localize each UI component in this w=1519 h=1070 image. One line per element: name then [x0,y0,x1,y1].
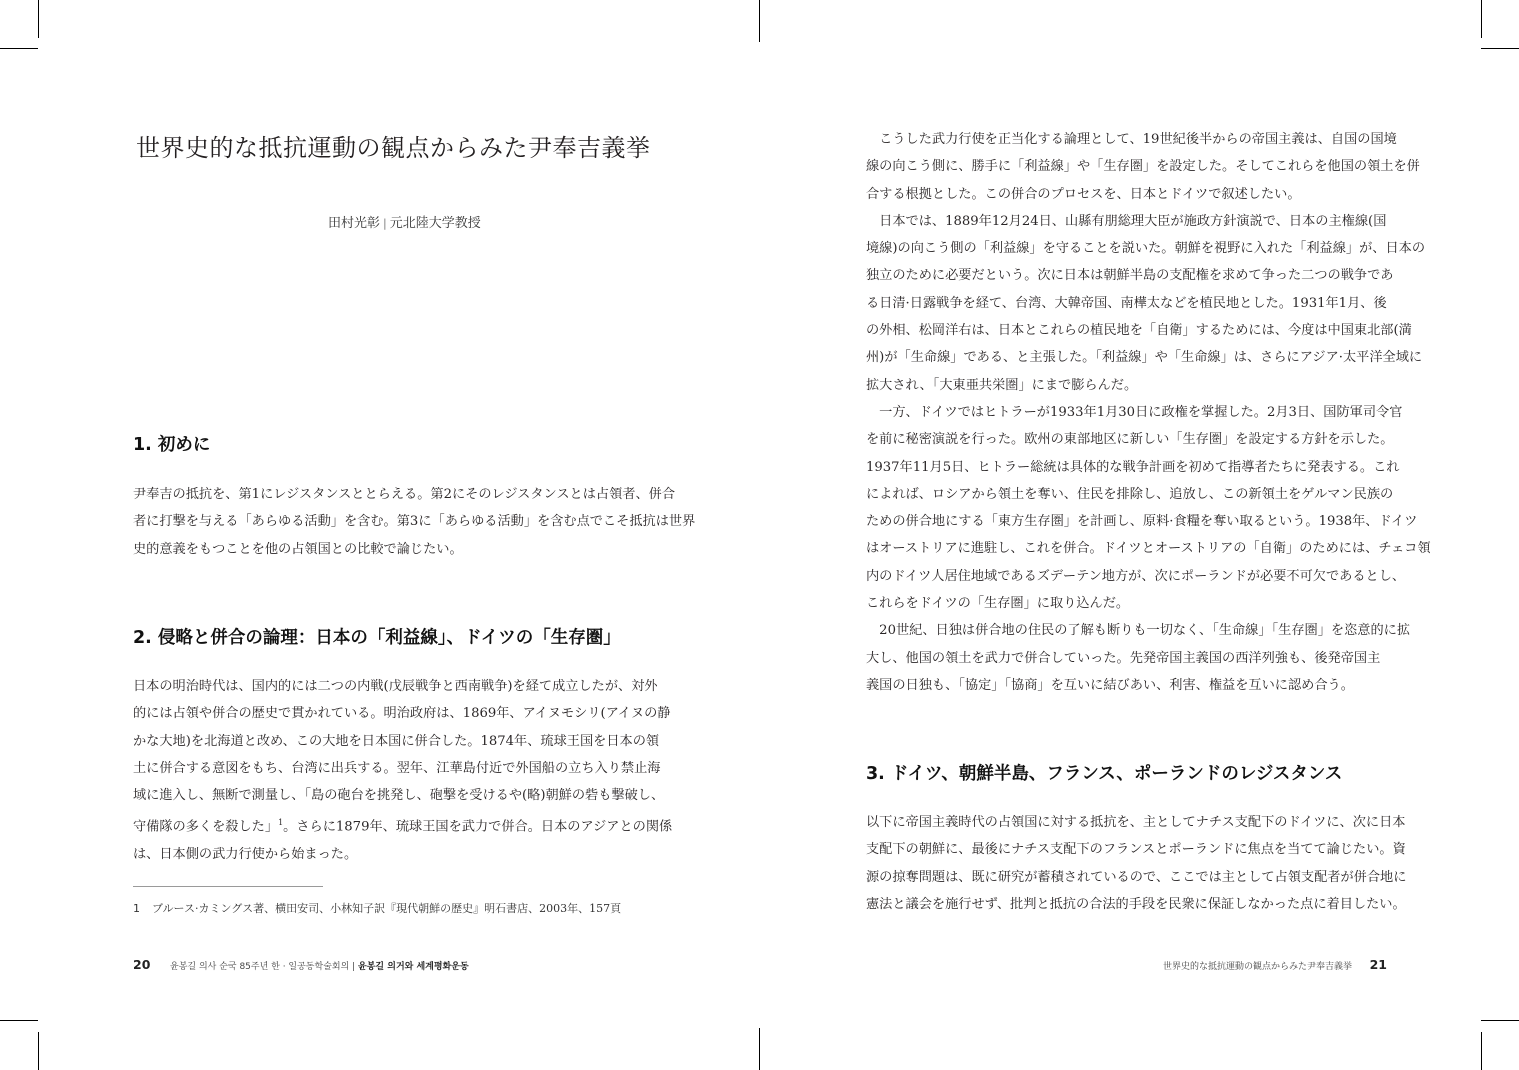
author-separator: | [383,217,387,230]
text-line [133,809,673,841]
author-line [328,212,481,231]
text-line: 者に打撃を与える「あらゆる活動」を含む。第3に「あらゆる活動」を含む点でこそ抵抗は世界 [133,514,696,530]
right-body [866,126,1431,699]
footnote-ref[interactable]: 1 [278,818,284,828]
text-line: の外相、松岡洋右は、日本とこれらの植民地を「自衛」するためには、今度は中国東北部(満 [866,323,1412,339]
text-line: る日清·日露戦争を経て、台湾、大韓帝国、南樺太などを植民地とした。1931年1月、後 [866,295,1387,311]
text-fragment: 守備隊の多くを殺した」 [133,819,279,835]
article-title: 世界史的な抵抗運動の観点からみた尹奉吉義挙 [136,134,651,162]
page-number-left: 20 [133,957,151,972]
page-number-right: 21 [1369,957,1387,972]
footnote-number: 1 [133,902,140,915]
running-head-right: 世界史的な抵抗運動の観点からみた尹奉吉義挙 [1162,962,1352,972]
running-head-bold: 윤봉길 의거와 세계평화운동 [358,962,469,972]
running-head-text: 윤봉길 의사 순국 85주년 한 · 일공동학술회의 | [170,962,356,972]
text-line: 日本の明治時代は、国内的には二つの内戦(戊辰戦争と西南戦争)を経て成立したが、対外 [133,679,658,694]
text-line: 1937年11月5日、ヒトラー総統は具体的な戦争計画を初めて指導者たちに発表する。これ [866,459,1400,475]
text-line: は、日本側の武力行使から始まった。 [133,847,358,863]
text-line: 合する根拠とした。この併合のプロセスを、日本とドイツで叙述したい。 [866,186,1301,202]
text-line: によれば、ロシアから領土を奪い、住民を排除し、追放し、この新領土をゲルマン民族の [866,486,1394,502]
text-line: これらをドイツの「生存圏」に取り込んだ。 [866,596,1130,612]
footnote-divider [133,886,323,887]
text-line: 独立のために必要だという。次に日本は朝鮮半島の支配権を求めて争った二つの戦争であ [866,268,1394,284]
text-line: 尹奉吉の抵抗を、第1にレジスタンスととらえる。第2にそのレジスタンスとは占領者、併合 [133,487,676,502]
text-line: 域に進入し、無断で測量し、「島の砲台を挑発し、砲撃を受けるや(略)朝鮮の砦も撃破し、 [133,788,665,804]
text-line: 境線)の向こう側の「利益線」を守ることを説いた。朝鮮を視野に入れた「利益線」が、日本の [866,241,1426,257]
text-line: ための併合地にする「東方生存圏」を計画し、原料·食糧を奪い取るという。1938年、ドイツ [866,514,1418,530]
section-3-body [866,809,1407,918]
text-line: 史的意義をもつことを他の占領国との比較で論じたい。 [133,541,463,557]
footnote-text: ブルース·カミングス著、横田安司、小林知子訳『現代朝鮮の歴史』明石書店、2003年、157頁 [152,902,622,915]
text-line: かな大地)を北海道と改め、この大地を日本国に併合した。1874年、琉球王国を日本の領 [133,733,660,749]
text-line: 土に併合する意図をもち、台湾に出兵する。翌年、江華島付近で外国船の立ち入り禁止海 [133,760,661,776]
right-page [760,0,1519,1070]
section-2-heading: 2. 侵略と併合の論理：日本の「利益線」、ドイツの「生存圏」 [133,628,621,648]
running-head-left [170,959,469,972]
text-line: 源の掠奪問題は、既に研究が蓄積されているので、ここでは主として占領支配者が併合地に [866,869,1407,885]
text-line: 線の向こう側に、勝手に「利益線」や「生存圏」を設定した。そしてこれらを他国の領土を併 [866,159,1420,175]
section-1-heading: 1. 初めに [133,435,211,455]
text-fragment: 。さらに1879年、琉球王国を武力で併合。日本のアジアとの関係 [283,819,673,835]
text-line: 憲法と議会を施行せず、批判と抵抗の合法的手段を民衆に保証しなかった点に着目したい。 [866,896,1406,912]
text-line: こうした武力行使を正当化する論理として、19世紀後半からの帝国主義は、自国の国境 [866,132,1397,147]
text-line: はオーストリアに進駐し、これを併合。ドイツとオーストリアの「自衛」のためには、チェコ領 [866,541,1431,557]
author-name: 田村光彰 [328,216,381,231]
section-3-heading: 3. ドイツ、朝鮮半島、フランス、ポーランドのレジスタンス [866,764,1343,784]
section-2-body [133,673,673,868]
text-line: 一方、ドイツではヒトラーが1933年1月30日に政権を掌握した。2月3日、国防軍司令官 [866,404,1403,420]
text-line: 大し、他国の領土を武力で併合していった。先発帝国主義国の西洋列強も、後発帝国主 [866,650,1381,666]
text-line: 義国の日独も、「協定」「協商」を互いに結びあい、利害、権益を互いに認め合う。 [866,677,1354,693]
text-line: 20世紀、日独は併合地の住民の了解も断りも一切なく、「生命線」「生存圏」を恣意的に拡 [866,623,1411,639]
text-line: 支配下の朝鮮に、最後にナチス支配下のフランスとポーランドに焦点を当てて論じたい。資 [866,842,1406,858]
author-affiliation: 元北陸大学教授 [389,216,481,231]
footnote [133,900,621,916]
text-line: を前に秘密演説を行った。欧州の東部地区に新しい「生存圏」を設定する方針を示した。 [866,432,1394,448]
text-line: 以下に帝国主義時代の占領国に対する抵抗を、主としてナチス支配下のドイツに、次に日本 [866,815,1406,830]
text-line: 拡大され、「大東亜共栄圏」にまで膨らんだ。 [866,377,1138,393]
text-line: 的には占領や併合の歴史で貫かれている。明治政府は、1869年、アイヌモシリ(アイヌの静 [133,706,671,722]
section-1-body [133,481,696,563]
text-line: 日本では、1889年12月24日、山縣有朋総理大臣が施政方針演説で、日本の主権線(国 [866,213,1387,229]
text-line: 州)が「生命線」である、と主張した。「利益線」や「生命線」は、さらにアジア·太平洋全域に [866,350,1423,366]
text-line: 内のドイツ人居住地域であるズデーテン地方が、次にポーランドが必要不可欠であるとし、 [866,568,1406,584]
